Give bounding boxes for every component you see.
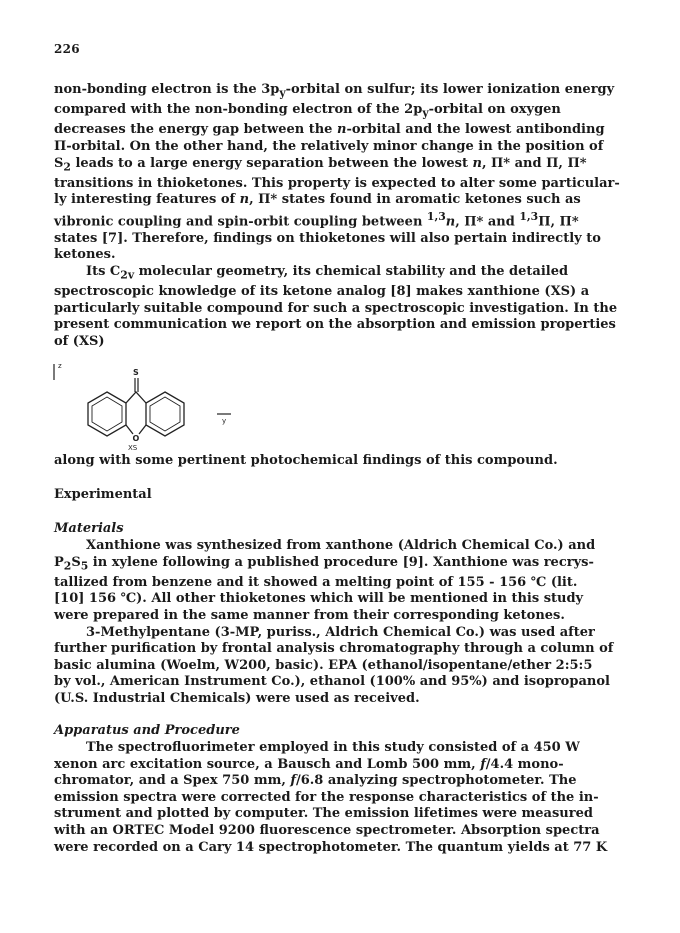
sulfur-atom-label: S (133, 368, 139, 377)
text-line: $P_2S_5$ in xylene following a published procedure [9]. Xanthione was recrys- (54, 554, 594, 573)
oxygen-atom-label: O (132, 434, 140, 443)
text-line: The spectrofluorimeter employed in this study consisted of a 450 W (86, 740, 580, 755)
text-line: ketones. (54, 247, 116, 263)
xanthione-structure-figure (44, 358, 294, 450)
left-benzene-ring (88, 392, 126, 436)
compound-label: XS (128, 444, 138, 450)
text-line: states [7]. Therefore, findings on thioketones will also pertain indirectly to (54, 230, 601, 246)
text-line: of (XS) (54, 334, 105, 350)
after-figure-line: along with some pertinent photochemical findings of this compound. (54, 453, 558, 468)
apparatus-paragraph (54, 740, 634, 856)
left-ring-inner-bonds (92, 397, 122, 431)
right-benzene-ring (146, 392, 184, 436)
text-line: 3-Methylpentane (3-MP, puriss., Aldrich Chemical Co.) was used after (86, 624, 595, 640)
text-line: strument and plotted by computer. The emission lifetimes were measured (54, 806, 593, 822)
apparatus-text-block (54, 740, 634, 856)
text-line: [10] 156 ℃). All other thioketones which will be mentioned in this study (54, 591, 584, 607)
text-line: were recorded on a Cary 14 spectrophotometer. The quantum yields at 77 K (54, 839, 608, 855)
materials-paragraph-2 (54, 625, 634, 708)
page-number: 226 (54, 42, 80, 56)
text-line: spectroscopic knowledge of its ketone analog [8] makes xanthione (XS) a (54, 284, 590, 300)
text-line: non-bonding electron is the $3p_y$-orbital on sulfur; its lower ionization energy (54, 82, 615, 100)
text-line: $S_2$ leads to a large energy separation between the lowest n, Π* and Π, Π* (54, 155, 587, 174)
materials-text-block (54, 538, 634, 708)
text-line: basic alumina (Woelm, W200, basic). EPA (ethanol/isopentane/ether 2:5:5 (54, 657, 593, 673)
intro-text-block (54, 82, 634, 351)
text-line: chromator, and a Spex 750 mm, f/6.8 analyzing spectrophotometer. The (54, 773, 577, 789)
text-line: ly interesting features of n, Π* states found in aromatic ketones such as (54, 192, 581, 208)
apparatus-heading: Apparatus and Procedure (54, 723, 240, 738)
text-line: particularly suitable compound for such a spectroscopic investigation. In the (54, 300, 618, 316)
text-line: Xanthione was synthesized from xanthone (Aldrich Chemical Co.) and (86, 538, 596, 553)
text-line: emission spectra were corrected for the response characteristics of the in- (54, 789, 599, 805)
y-axis-label: y (222, 417, 227, 425)
text-line: were prepared in the same manner from their corresponding ketones. (54, 607, 565, 623)
central-ring-bonds (126, 392, 146, 403)
materials-paragraph-1 (54, 538, 634, 625)
intro-paragraph (54, 82, 634, 264)
text-line: present communication we report on the absorption and emission properties (54, 317, 616, 333)
intro-second-paragraph (54, 264, 634, 351)
text-line: xenon arc excitation source, a Bausch and Lomb 500 mm, f/4.4 mono- (54, 756, 564, 772)
central-ring-oxygen-bonds-right (139, 425, 146, 434)
text-line: (U.S. Industrial Chemicals) were used as received. (54, 690, 420, 706)
z-axis-label: z (58, 362, 62, 370)
after-figure-text (54, 453, 634, 470)
text-line: tallized from benzene and it showed a melting point of 155 - 156 ℃ (lit. (54, 574, 578, 590)
text-line: transitions in thioketones. This property is expected to alter some particular- (54, 175, 620, 191)
text-line: Its $C_{2v}$ molecular geometry, its chemical stability and the detailed (86, 264, 569, 282)
text-line: decreases the energy gap between the n-orbital and the lowest antibonding (54, 122, 605, 138)
materials-heading: Materials (54, 521, 124, 536)
central-ring-oxygen-bonds (126, 425, 133, 434)
text-line: by vol., American Instrument Co.), ethanol (100% and 95%) and isopropanol (54, 674, 610, 690)
text-line: with an ORTEC Model 9200 fluorescence spectrometer. Absorption spectra (54, 822, 600, 838)
text-line: Π-orbital. On the other hand, the relatively minor change in the position of (54, 138, 604, 154)
text-line: compared with the non-bonding electron of the $2p_y$-orbital on oxygen (54, 102, 561, 120)
text-line: vibronic coupling and spin-orbit coupling between $^{1,3}$n, Π* and $^{1,3}$Π, Π* (54, 209, 579, 230)
right-ring-inner-bonds (150, 397, 180, 431)
text-line: further purification by frontal analysis chromatography through a column of (54, 641, 614, 657)
experimental-heading: Experimental (54, 487, 152, 502)
